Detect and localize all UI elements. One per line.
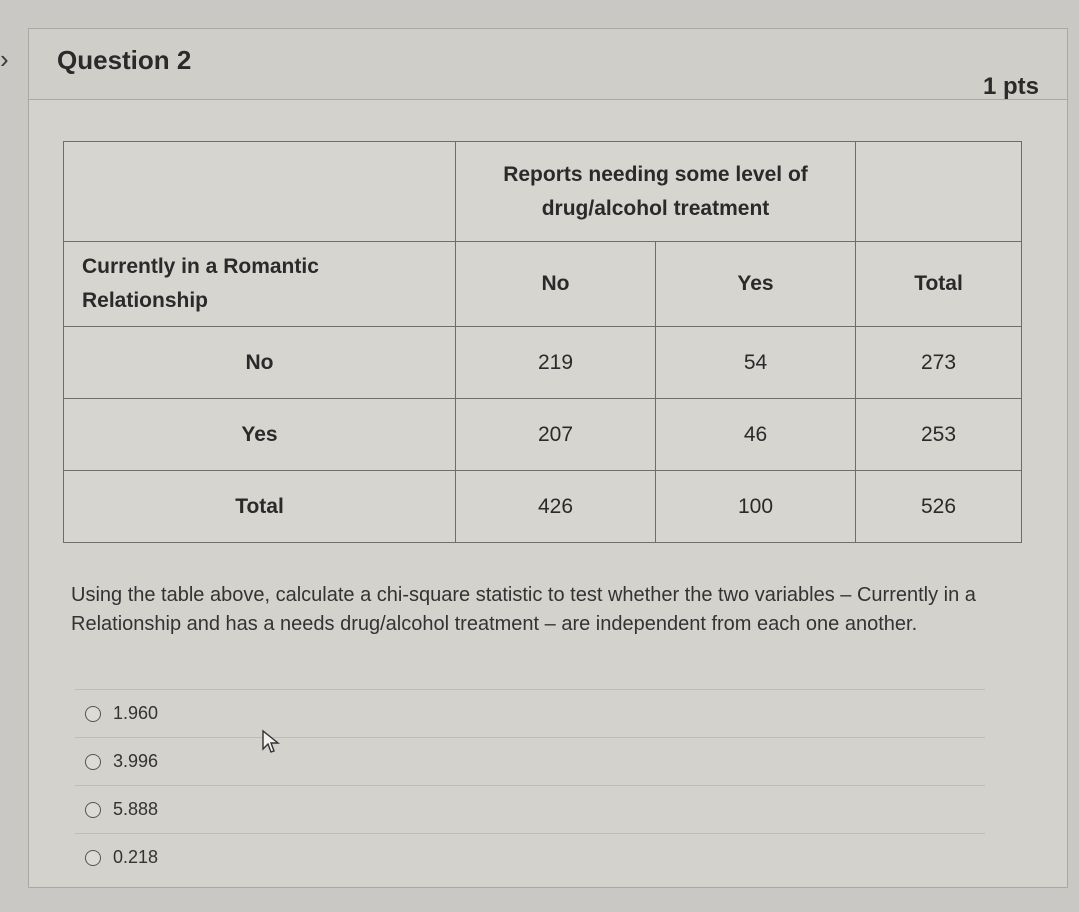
cell-yes-no: 207	[456, 399, 656, 471]
table-row	[64, 327, 1022, 399]
question-card	[28, 28, 1068, 888]
row-variable-label: Currently in a Romantic Relationship	[64, 242, 456, 327]
cell-total-total: 526	[856, 471, 1022, 543]
contingency-table	[63, 141, 1022, 543]
cell-no-no: 219	[456, 327, 656, 399]
cell-yes-yes: 46	[656, 399, 856, 471]
row-label-total: Total	[64, 471, 456, 543]
radio-button[interactable]	[85, 850, 101, 866]
table-corner-cell	[64, 142, 456, 242]
column-header-yes: Yes	[656, 242, 856, 327]
answer-option[interactable]	[75, 737, 985, 785]
row-label-yes: Yes	[64, 399, 456, 471]
answer-label: 3.996	[113, 751, 159, 771]
question-header	[29, 29, 1067, 100]
answer-label: 0.218	[113, 847, 159, 867]
table-empty-header-cell	[856, 142, 1022, 242]
cell-total-no: 426	[456, 471, 656, 543]
column-group-header: Reports needing some level of drug/alcohol treatment	[456, 142, 856, 242]
answer-label: 1.960	[113, 703, 159, 723]
question-title: Question 2	[57, 45, 192, 75]
answer-list	[75, 689, 985, 881]
answer-option[interactable]	[75, 785, 985, 833]
table-row	[64, 399, 1022, 471]
cell-total-yes: 100	[656, 471, 856, 543]
cell-no-total: 273	[856, 327, 1022, 399]
radio-button[interactable]	[85, 706, 101, 722]
question-prompt: Using the table above, calculate a chi-square statistic to test whether the two variables – Currently in a Relationship and has a needs drug/alcohol treatment – are independent from each one another.	[71, 584, 976, 635]
collapse-arrow-icon[interactable]: ›	[0, 44, 9, 74]
question-points: 1 pts	[982, 73, 1039, 100]
column-header-total: Total	[856, 242, 1022, 327]
row-label-no: No	[64, 327, 456, 399]
question-body	[29, 99, 1067, 887]
answer-option[interactable]	[75, 833, 985, 881]
table-row	[64, 471, 1022, 543]
answer-label: 5.888	[113, 799, 159, 819]
column-header-no: No	[456, 242, 656, 327]
cell-no-yes: 54	[656, 327, 856, 399]
radio-button[interactable]	[85, 802, 101, 818]
mouse-cursor-icon	[261, 729, 281, 755]
cell-yes-total: 253	[856, 399, 1022, 471]
radio-button[interactable]	[85, 754, 101, 770]
answer-option[interactable]	[75, 689, 985, 737]
